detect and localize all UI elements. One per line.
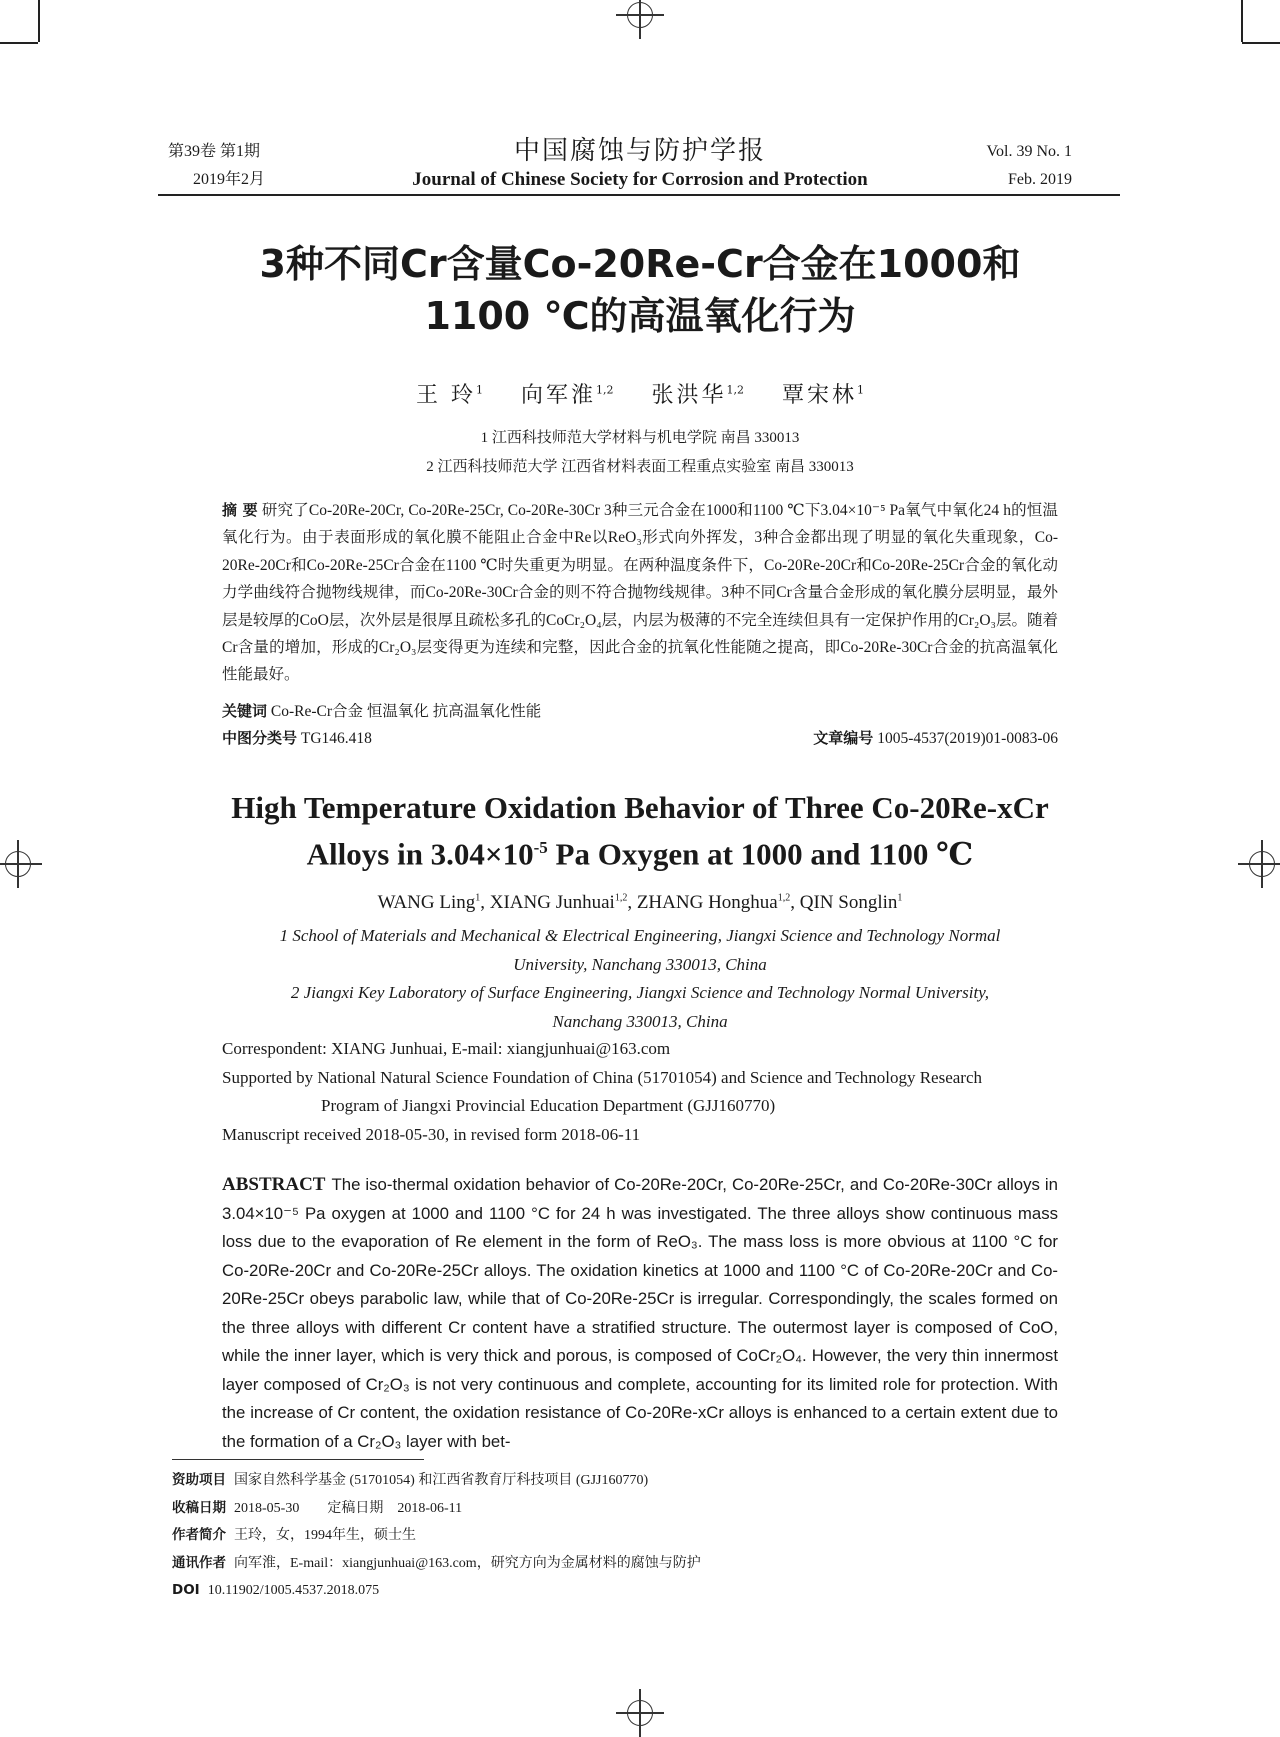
classification-label: 中图分类号	[222, 729, 298, 747]
en-author-name: WANG Ling	[377, 892, 476, 913]
header-left	[168, 138, 265, 194]
article-number	[813, 727, 1058, 748]
classification	[222, 727, 372, 748]
en-affiliation-line: 1 School of Materials and Mechanical & Electrical Engineering, Jiangxi Science and Technology Normal	[279, 926, 1001, 945]
footnote-author-bio	[172, 1522, 701, 1550]
journal-title-cn: 中国腐蚀与防护学报	[513, 136, 766, 166]
journal-title-en: Journal of Chinese Society for Corrosion and Protection	[412, 169, 868, 190]
english-title-line-1: High Temperature Oxidation Behavior of Three Co-20Re-xCr	[231, 790, 1049, 825]
chinese-title-line-2: 1100 ℃的高温氧化行为	[424, 294, 856, 338]
registration-mark-left	[5, 851, 31, 877]
footnote-label: 通讯作者	[172, 1554, 226, 1571]
en-affiliation-line: 2 Jiangxi Key Laboratory of Surface Engineering, Jiangxi Science and Technology Normal University,	[290, 983, 990, 1002]
chinese-abstract	[222, 497, 1058, 689]
footnote-label: 收稿日期	[172, 1499, 226, 1516]
header-rule	[158, 194, 1120, 196]
supported-by-continued: Program of Jiangxi Provincial Education Department (GJJ160770)	[321, 1096, 776, 1115]
keywords-label: 关键词	[222, 702, 268, 720]
en-author: XIANG Junhuai$^{1,2}$,	[489, 892, 637, 913]
date-en: Feb. 2019	[1008, 171, 1072, 188]
en-abstract-label: ABSTRACT	[222, 1174, 326, 1195]
crop-mark-tl-h	[0, 42, 38, 44]
keywords	[222, 699, 541, 721]
cn-author-sup: 1,2	[726, 383, 744, 397]
cn-author	[416, 383, 483, 408]
footnote-text: 向军淮，E-mail：xiangjunhuai@163.com，研究方向为金属材料的腐蚀与防护	[234, 1555, 701, 1571]
chinese-authors	[140, 378, 1140, 409]
chinese-title-line-1: 3种不同Cr含量Co-20Re-Cr合金在1000和	[259, 242, 1021, 286]
chinese-title	[140, 238, 1140, 342]
header-right	[987, 138, 1073, 194]
footnote-rule	[172, 1459, 424, 1460]
cn-author-name: 张洪华	[651, 383, 727, 408]
en-affiliation-line: University, Nanchang 330013, China	[513, 954, 767, 974]
en-author-sup: 1,2	[777, 892, 791, 904]
footnote-text: 2018-05-30 定稿日期 2018-06-11	[234, 1500, 463, 1516]
cn-author	[651, 383, 744, 408]
footnote-doi	[172, 1577, 701, 1605]
volume-issue-cn: 第39卷 第1期	[168, 143, 261, 160]
cn-author	[782, 383, 864, 408]
crop-mark-tl-v	[38, 0, 40, 42]
en-author-name: XIANG Junhuai	[489, 892, 615, 913]
registration-mark-bottom	[627, 1700, 653, 1726]
date-cn: 2019年2月	[193, 171, 266, 188]
en-author: WANG Ling$^1$,	[377, 892, 490, 913]
en-author-sup: 1,2	[614, 892, 628, 904]
english-authors	[140, 892, 1140, 914]
english-title-line-2-b: Pa Oxygen at 1000 and 1100 ℃	[547, 836, 974, 872]
registration-mark-top	[627, 2, 653, 28]
cn-author-name: 覃宋林	[782, 383, 858, 408]
english-title-line-2-a: Alloys in 3.04×10	[306, 836, 534, 872]
chinese-affiliations	[140, 424, 1140, 482]
en-affiliation-line: Nanchang 330013, China	[552, 1011, 728, 1031]
english-title-line-2	[140, 828, 1140, 874]
cn-author-sup: 1	[475, 383, 483, 397]
en-author-sup: 1	[475, 892, 481, 904]
english-abstract	[222, 1171, 1058, 1456]
cn-author	[521, 383, 614, 408]
footnotes	[172, 1467, 701, 1605]
english-title-exponent: -5	[533, 838, 548, 857]
footnote-text: 10.11902/1005.4537.2018.075	[207, 1583, 380, 1598]
english-affiliations	[222, 922, 1058, 1036]
crop-mark-tr-h	[1242, 42, 1280, 44]
crop-mark-tr-v	[1241, 0, 1243, 42]
keywords-text: Co-Re-Cr合金 恒温氧化 抗高温氧化性能	[270, 703, 542, 720]
en-abstract-text: The iso-thermal oxidation behavior of Co-20Re-20Cr, Co-20Re-25Cr, and Co-20Re-30Cr alloys in 3.04×10⁻⁵ Pa oxygen at 1000 and 1100 °C for 24 h was investigated. The three alloys show continuous mass loss due to the evaporation of Re element in the form of ReO₃. The mass loss is more obvious at 1100 °C for Co-20Re-20Cr and Co-20Re-25Cr alloys. The oxidation kinetics at 1000 and 1100 °C of Co-20Re-20Cr and Co-20Re-25Cr obeys parabolic law, while that of Co-20Re-25Cr is irregular. Correspondingly, the scales formed on the three alloys with different Cr content have a stratified structure. The outermost layer is composed of CoO, while the inner layer, which is very thick and porous, is composed of CoCr₂O₄. However, the very thin innermost layer composed of Cr₂O₃ is not very continuous and complete, accounting for its limited role for protection. With the increase of Cr content, the oxidation resistance of Co-20Re-xCr alloys is enhanced to a certain extent due to the formation of a Cr₂O₃ layer with bet-	[222, 1175, 1058, 1451]
cn-author-name: 向军淮	[520, 383, 596, 408]
cn-author-sup: 1,2	[595, 383, 614, 397]
footnote-dates	[172, 1495, 701, 1523]
classification-value: TG146.418	[300, 730, 372, 747]
cn-author-name: 王 玲	[415, 383, 476, 408]
footnote-text: 王玲，女，1994年生，硕士生	[234, 1528, 416, 1543]
en-author: ZHANG Honghua$^{1,2}$,	[636, 892, 800, 913]
footnote-corresponding-author	[172, 1550, 701, 1578]
en-author	[800, 892, 903, 913]
article-number-label: 文章编号	[813, 729, 874, 747]
footnote-label: DOI	[172, 1582, 200, 1598]
cn-affiliation-2: 2 江西科技师范大学 江西省材料表面工程重点实验室 南昌 330013	[426, 459, 854, 475]
article-number-value: 1005-4537(2019)01-0083-06	[877, 730, 1058, 747]
cn-author-sup: 1	[857, 383, 865, 397]
header-center	[330, 130, 950, 191]
english-title	[140, 788, 1140, 874]
english-article-info	[222, 1035, 1058, 1149]
supported-by: Supported by National Natural Science Foundation of China (51701054) and Science and Technology Research	[222, 1067, 982, 1087]
footnote-label: 资助项目	[172, 1472, 226, 1488]
en-author-name: QIN Songlin	[799, 892, 898, 913]
footnote-funding	[172, 1467, 701, 1495]
cn-affiliation-1: 1 江西科技师范大学材料与机电学院 南昌 330013	[480, 430, 800, 446]
en-author-sup: 1	[897, 892, 903, 904]
manuscript-dates: Manuscript received 2018-05-30, in revised form 2018-06-11	[222, 1124, 641, 1144]
correspondent: Correspondent: XIANG Junhuai, E-mail: xiangjunhuai@163.com	[222, 1039, 671, 1058]
en-author-name: ZHANG Honghua	[636, 892, 778, 913]
volume-issue-en: Vol. 39 No. 1	[986, 143, 1072, 160]
cn-abstract-text: 研究了Co-20Re-20Cr, Co-20Re-25Cr, Co-20Re-30Cr 3种三元合金在1000和1100 ℃下3.04×10⁻⁵ Pa氧气中氧化24 h的恒温氧化行为。由于表面形成的氧化膜不能阻止合金中Re以ReO₃形式向外挥发，3种合金都出现了明显的氧化失重现象，Co-20Re-20Cr和Co-20Re-25Cr合金在1100 ℃时失重更为明显。在两种温度条件下，Co-20Re-20Cr和Co-20Re-25Cr合金的氧化动力学曲线符合抛物线规律，而Co-20Re-30Cr合金的则不符合抛物线规律。3种不同Cr含量合金形成的氧化膜分层明显，最外层是较厚的CoO层，次外层是很厚且疏松多孔的CoCr₂O₄层，内层为极薄的不完全连续但具有一定保护作用的Cr₂O₃层。随着Cr含量的增加，形成的Cr₂O₃层变得更为连续和完整，因此合金的抗氧化性能随之提高，即Co-20Re-30Cr合金的抗高温氧化性能最好。	[222, 502, 1058, 684]
footnote-label: 作者简介	[172, 1527, 226, 1543]
registration-mark-right	[1249, 851, 1275, 877]
cn-abstract-label: 摘 要	[222, 501, 258, 519]
footnote-text: 国家自然科学基金 (51701054) 和江西省教育厅科技项目 (GJJ160770)	[234, 1473, 649, 1488]
